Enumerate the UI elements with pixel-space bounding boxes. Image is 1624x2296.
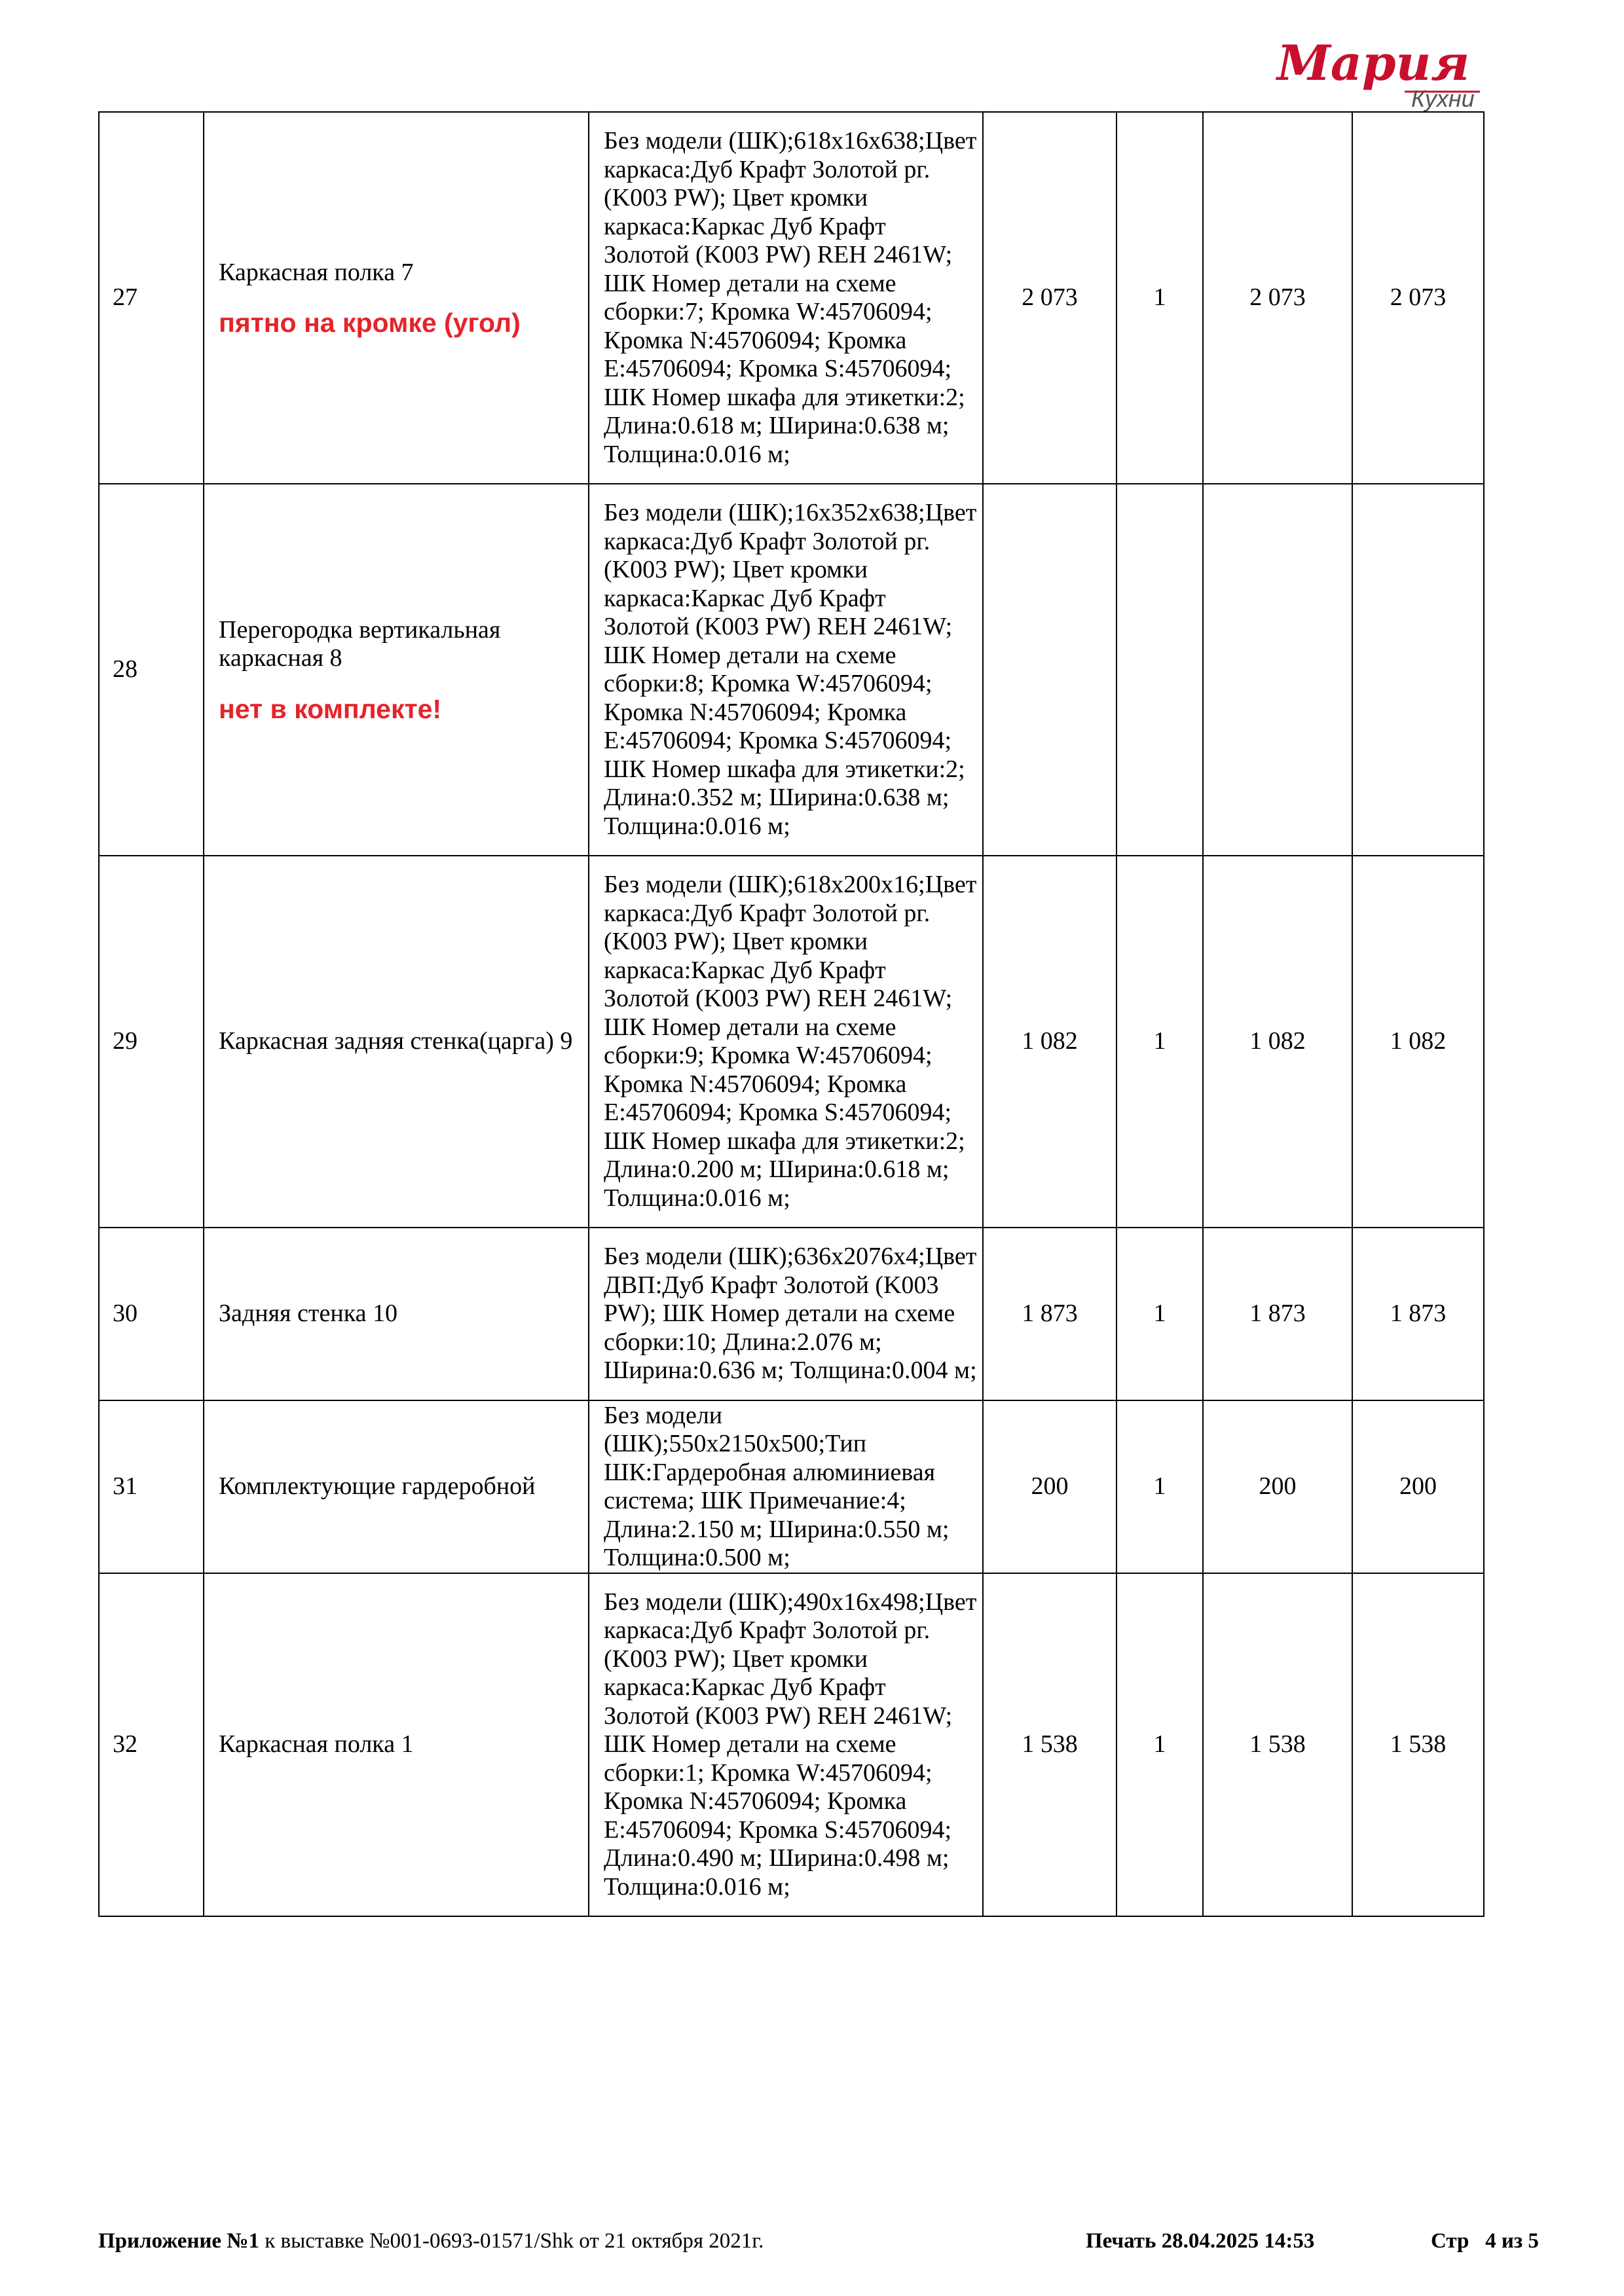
item-total-cell [1352, 856, 1484, 1228]
item-name-cell [204, 1573, 589, 1916]
item-price: 2 073 [1022, 283, 1078, 312]
item-price-cell [983, 112, 1116, 484]
row-number-cell [99, 1228, 204, 1400]
item-name-cell [204, 1228, 589, 1400]
table-row [99, 1400, 1484, 1573]
item-name: Каркасная полка 7 [219, 258, 414, 286]
item-price: 200 [1031, 1472, 1069, 1501]
table-row [99, 1573, 1484, 1916]
item-description-cell [589, 1228, 983, 1400]
item-description: Без модели (ШК);636x2076x4;Цвет ДВП:Дуб Крафт Золотой (K003 PW); ШК Номер детали на схеме сборки:10; Длина:2.076 м; Ширина:0.636 м; Толщина:0.004 м; [604, 1243, 977, 1385]
row-number: 28 [113, 655, 138, 683]
item-description-cell [589, 484, 983, 856]
item-description: Без модели (ШК);618x16x638;Цвет каркаса:Дуб Крафт Золотой рг. (K003 PW); Цвет кромки каркаса:Каркас Дуб Крафт Золотой (K003 PW) REH 2461W; ШК Номер детали на схеме сборки:7; Кромка W:45706094; Кромка N:45706094; Кромка E:45706094; Кромка S:45706094; ШК Номер шкафа для этикетки:2; Длина:0.618 м; Ширина:0.638 м; Толщина:0.016 м; [604, 127, 977, 468]
item-description: Без модели (ШК);618x200x16;Цвет каркаса:Дуб Крафт Золотой рг. (K003 PW); Цвет кромки каркаса:Каркас Дуб Крафт Золотой (K003 PW) REH 2461W; ШК Номер детали на схеме сборки:9; Кромка W:45706094; Кромка N:45706094; Кромка E:45706094; Кромка S:45706094; ШК Номер шкафа для этикетки:2; Длина:0.200 м; Ширина:0.618 м; Толщина:0.016 м; [604, 871, 977, 1212]
svg-text:Кухни: Кухни [1411, 85, 1475, 111]
item-name-cell [204, 856, 589, 1228]
item-price: 1 082 [1022, 1027, 1078, 1055]
item-total-cell [1352, 1400, 1484, 1573]
handwritten-note: нет в комплекте! [219, 693, 442, 724]
item-total: 1 538 [1390, 1730, 1447, 1758]
item-quantity-cell [1116, 112, 1203, 484]
item-name-cell [204, 484, 589, 856]
item-sum: 200 [1259, 1472, 1297, 1501]
item-price-cell [983, 1400, 1116, 1573]
item-name-cell [204, 1400, 589, 1573]
item-description-cell [589, 1573, 983, 1916]
item-description-cell [589, 112, 983, 484]
item-total: 2 073 [1390, 283, 1447, 312]
item-price: 1 873 [1022, 1300, 1078, 1328]
item-total-cell [1352, 1228, 1484, 1400]
item-quantity: 1 [1153, 1300, 1166, 1328]
item-sum-cell [1203, 856, 1352, 1228]
item-total: 200 [1399, 1472, 1437, 1501]
row-number-cell [99, 856, 204, 1228]
item-name: Задняя стенка 10 [219, 1300, 397, 1328]
item-quantity: 1 [1153, 283, 1166, 312]
item-name: Перегородка вертикальная каркасная 8 [219, 615, 501, 672]
item-total-cell [1352, 112, 1484, 484]
item-sum: 1 082 [1249, 1027, 1306, 1055]
item-description-cell [589, 856, 983, 1228]
row-number: 30 [113, 1300, 138, 1328]
item-sum: 1 873 [1249, 1300, 1306, 1328]
table-row [99, 484, 1484, 856]
footer-appendix-text: к выставке №001-0693-01571/Shk от 21 октября 2021г. [259, 2229, 764, 2253]
item-name: Каркасная задняя стенка(царга) 9 [219, 1027, 573, 1055]
svg-text:Мария: Мария [1277, 39, 1470, 92]
logo-graphic [1264, 39, 1526, 111]
item-quantity-cell [1116, 1573, 1203, 1916]
item-quantity: 1 [1153, 1730, 1166, 1758]
table-row [99, 1228, 1484, 1400]
item-price-cell [983, 484, 1116, 856]
row-number: 27 [113, 283, 138, 312]
item-sum: 1 538 [1249, 1730, 1306, 1758]
row-number-cell [99, 112, 204, 484]
row-number: 32 [113, 1730, 138, 1758]
item-price: 1 538 [1022, 1730, 1078, 1758]
row-number-cell [99, 1573, 204, 1916]
company-logo [1264, 39, 1526, 111]
item-quantity-cell [1116, 1228, 1203, 1400]
item-price-cell [983, 1573, 1116, 1916]
item-sum: 2 073 [1249, 283, 1306, 312]
item-sum-cell [1203, 1573, 1352, 1916]
item-total: 1 873 [1390, 1300, 1447, 1328]
item-quantity-cell [1116, 1400, 1203, 1573]
item-quantity-cell [1116, 484, 1203, 856]
item-quantity: 1 [1153, 1472, 1166, 1501]
item-price-cell [983, 856, 1116, 1228]
item-total: 1 082 [1390, 1027, 1447, 1055]
row-number: 31 [113, 1472, 138, 1501]
footer-page-number: Стр 4 из 5 [1431, 2229, 1539, 2253]
item-sum-cell [1203, 112, 1352, 484]
item-price-cell [983, 1228, 1116, 1400]
footer-appendix [98, 2229, 764, 2253]
footer-print-date: Печать 28.04.2025 14:53 [1086, 2229, 1315, 2253]
item-total-cell [1352, 1573, 1484, 1916]
specification-table [98, 111, 1485, 1917]
table-row [99, 112, 1484, 484]
item-description: Без модели (ШК);16x352x638;Цвет каркаса:Дуб Крафт Золотой рг. (K003 PW); Цвет кромки каркаса:Каркас Дуб Крафт Золотой (K003 PW) REH 2461W; ШК Номер детали на схеме сборки:8; Кромка W:45706094; Кромка N:45706094; Кромка E:45706094; Кромка S:45706094; ШК Номер шкафа для этикетки:2; Длина:0.352 м; Ширина:0.638 м; Толщина:0.016 м; [604, 499, 977, 840]
item-sum-cell [1203, 1228, 1352, 1400]
row-number-cell [99, 484, 204, 856]
item-description: Без модели (ШК);550x2150x500;Тип ШК:Гардеробная алюминиевая система; ШК Примечание:4; Длина:2.150 м; Ширина:0.550 м; Толщина:0.500 м; [604, 1401, 950, 1571]
item-description: Без модели (ШК);490x16x498;Цвет каркаса:Дуб Крафт Золотой рг. (K003 PW); Цвет кромки каркаса:Каркас Дуб Крафт Золотой (K003 PW) REH 2461W; ШК Номер детали на схеме сборки:1; Кромка W:45706094; Кромка N:45706094; Кромка E:45706094; Кромка S:45706094; Длина:0.490 м; Ширина:0.498 м; Толщина:0.016 м; [604, 1588, 977, 1901]
handwritten-note: пятно на кромке (угол) [219, 308, 521, 338]
item-quantity: 1 [1153, 1027, 1166, 1055]
item-total-cell [1352, 484, 1484, 856]
footer-appendix-label: Приложение №1 [98, 2229, 259, 2253]
table-row [99, 856, 1484, 1228]
item-description-cell [589, 1400, 983, 1573]
item-name: Каркасная полка 1 [219, 1730, 414, 1758]
row-number-cell [99, 1400, 204, 1573]
item-quantity-cell [1116, 856, 1203, 1228]
item-name: Комплектующие гардеробной [219, 1472, 536, 1501]
item-sum-cell [1203, 1400, 1352, 1573]
item-sum-cell [1203, 484, 1352, 856]
row-number: 29 [113, 1027, 138, 1055]
item-name-cell [204, 112, 589, 484]
